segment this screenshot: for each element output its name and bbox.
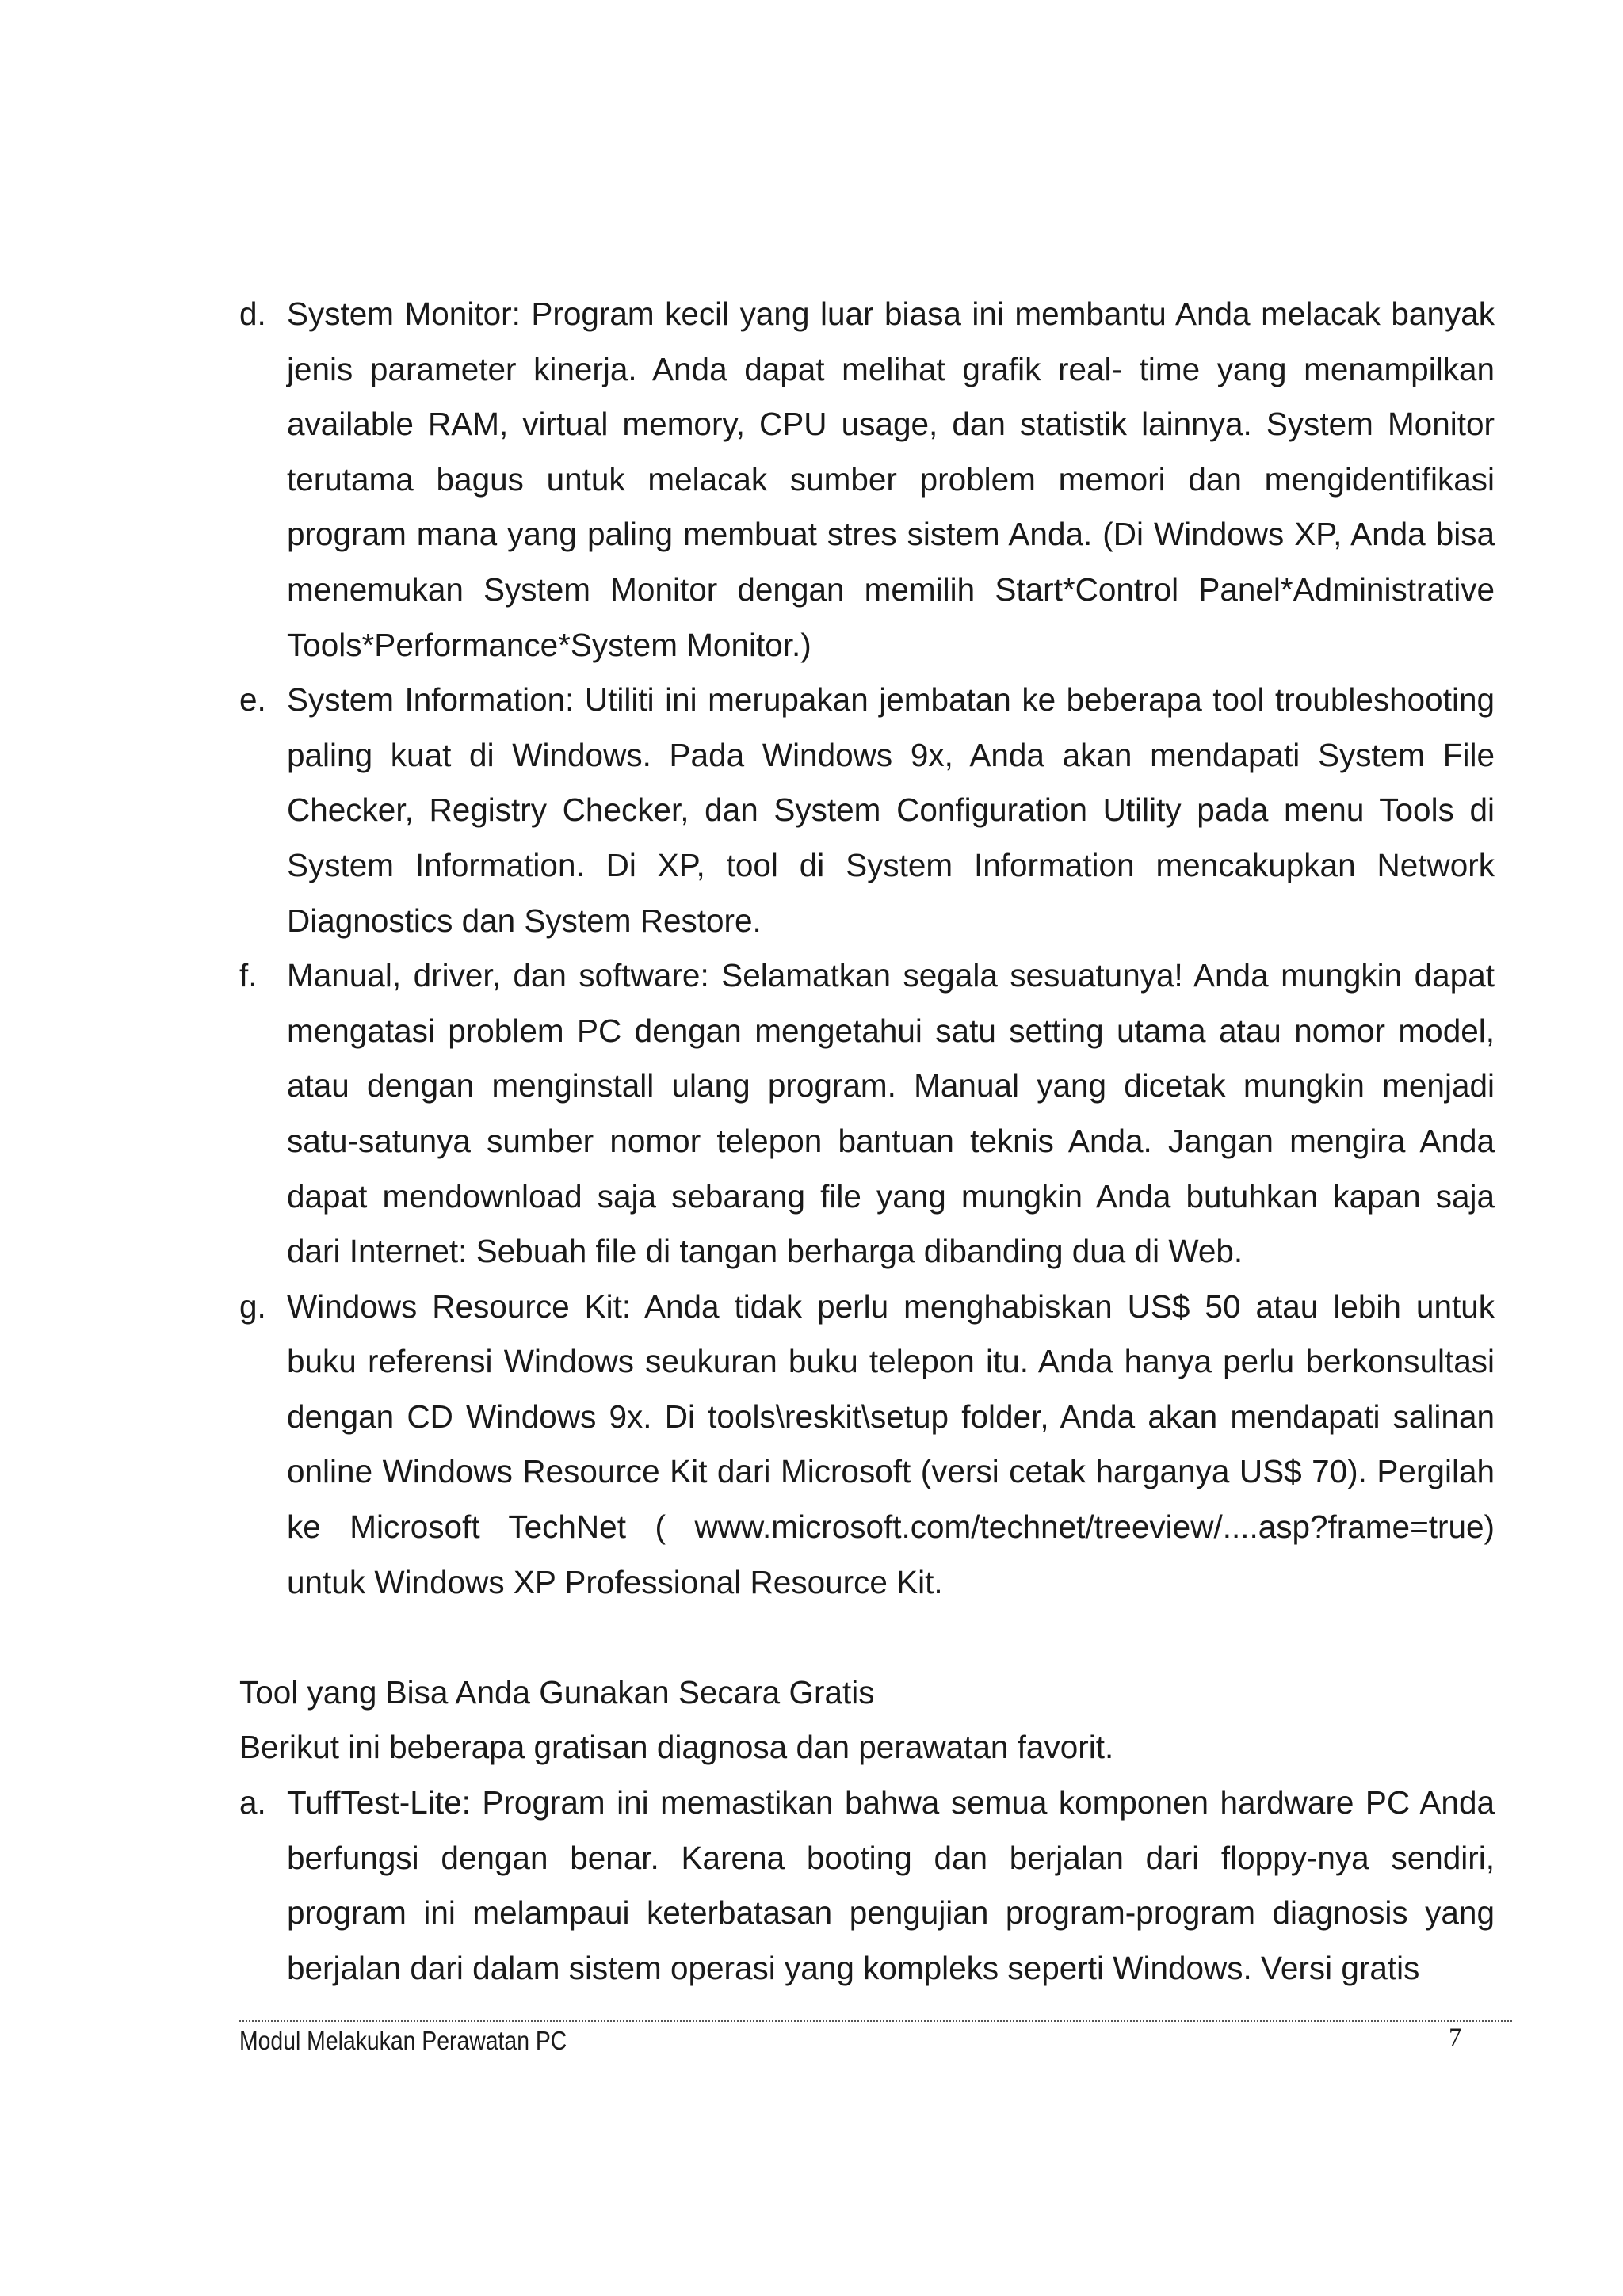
- list-item-text: Windows Resource Kit: Anda tidak perlu menghabiskan US$ 50 atau lebih untuk buku referensi Windows seukuran buku telepon itu. Anda hanya perlu berkonsultasi dengan CD Windows 9x. Di tools\reskit\setup folder, Anda akan mendapati salinan online Windows Resource Kit dari Microsoft (versi cetak harganya US$ 70). Pergilah ke Microsoft TechNet ( www.microsoft.com/technet/treeview/....asp?frame=true) untuk Windows XP Professional Resource Kit.: [287, 1287, 1495, 1600]
- list-marker: a.: [239, 1784, 266, 1821]
- list-diagnostic-tools: [239, 287, 1495, 1610]
- list-item-windows-resource-kit: [239, 1280, 1495, 1611]
- list-marker: f.: [239, 957, 258, 994]
- footer-divider: [239, 2020, 1512, 2022]
- list-item-tufftest-lite: [239, 1775, 1495, 1996]
- page-number: 7: [1449, 2023, 1462, 2052]
- section-spacer: [239, 1610, 1495, 1665]
- list-item-text: System Monitor: Program kecil yang luar biasa ini membantu Anda melacak banyak jenis parameter kinerja. Anda dapat melihat grafik real- time yang menampilkan available RAM, virtual memory, CPU usage, dan statistik lainnya. System Monitor terutama bagus untuk melacak sumber problem memori dan mengidentifikasi program mana yang paling membuat stres sistem Anda. (Di Windows XP, Anda bisa menemukan System Monitor dengan memilih Start*Control Panel*Administrative Tools*Performance*System Monitor.): [287, 296, 1495, 663]
- list-item-manual-driver-software: [239, 948, 1495, 1280]
- list-marker: d.: [239, 296, 266, 332]
- list-item-system-information: [239, 673, 1495, 948]
- page-body: [239, 287, 1495, 1996]
- list-item-text: Manual, driver, dan software: Selamatkan segala sesuatunya! Anda mungkin dapat mengatasi problem PC dengan mengetahui satu setting utama atau nomor model, atau dengan menginstall ulang program. Manual yang dicetak mungkin menjadi satu-satunya sumber nomor telepon bantuan teknis Anda. Jangan mengira Anda dapat mendownload saja sebarang file yang mungkin Anda butuhkan kapan saja dari Internet: Sebuah file di tangan berharga dibanding dua di Web.: [287, 957, 1495, 1270]
- list-marker: g.: [239, 1287, 266, 1325]
- footer-title: Modul Melakukan Perawatan PC: [239, 2026, 567, 2055]
- list-free-tools: [239, 1775, 1495, 1996]
- section-heading: Tool yang Bisa Anda Gunakan Secara Gratis: [239, 1673, 875, 1711]
- list-marker: e.: [239, 681, 266, 719]
- list-item-text: System Information: Utiliti ini merupakan jembatan ke beberapa tool troubleshooting paling kuat di Windows. Pada Windows 9x, Anda akan mendapati System File Checker, Registry Checker, dan System Configuration Utility pada menu Tools di System Information. Di XP, tool di System Information mencakupkan Network Diagnostics dan System Restore.: [287, 681, 1495, 939]
- list-item-system-monitor: [239, 287, 1495, 673]
- list-item-text: TuffTest-Lite: Program ini memastikan bahwa semua komponen hardware PC Anda berfungsi dengan benar. Karena booting dan berjalan dari floppy-nya sendiri, program ini melampaui keterbatasan pengujian program-program diagnosis yang berjalan dari dalam sistem operasi yang kompleks seperti Windows. Versi gratis: [287, 1784, 1495, 1986]
- section-intro: Berikut ini beberapa gratisan diagnosa dan perawatan favorit.: [239, 1729, 1114, 1766]
